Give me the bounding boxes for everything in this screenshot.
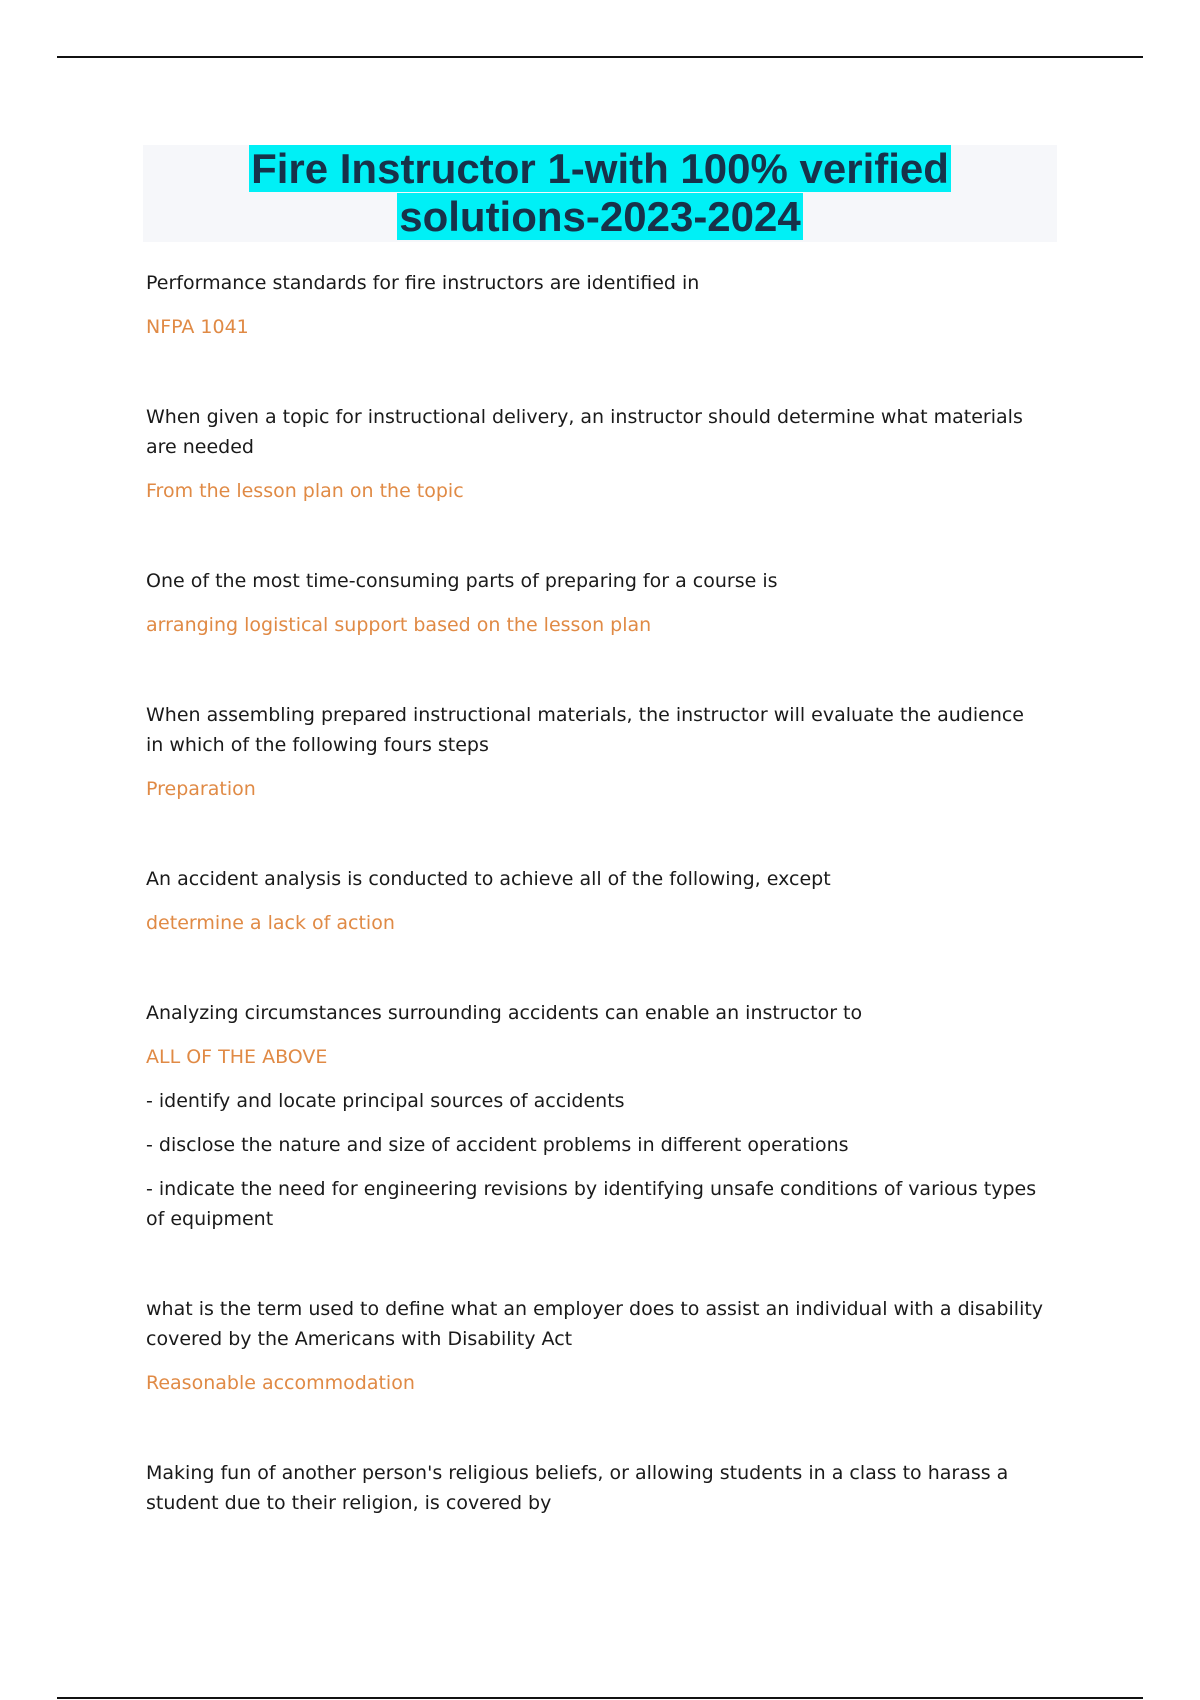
bottom-rule	[57, 1697, 1143, 1699]
qa-item-7	[146, 1294, 1046, 1398]
answer-text: Preparation	[146, 778, 256, 800]
title-line-2: solutions-2023-2024	[399, 193, 801, 240]
qa-item-8	[146, 1458, 1046, 1518]
question-text: An accident analysis is conducted to achieve all of the following, except	[146, 868, 831, 890]
question-text: Performance standards for fire instructors are identified in	[146, 272, 700, 294]
question-text: When given a topic for instructional delivery, an instructor should determine what materials are needed	[146, 406, 1023, 458]
answer-detail: - disclose the nature and size of accident problems in different operations	[146, 1134, 849, 1156]
question-text: Making fun of another person's religious beliefs, or allowing students in a class to harass a student due to their religion, is covered by	[146, 1462, 1009, 1514]
question-text: One of the most time-consuming parts of preparing for a course is	[146, 570, 778, 592]
answer-text: arranging logistical support based on the lesson plan	[146, 614, 652, 636]
qa-item-6	[146, 998, 1046, 1234]
question-text: When assembling prepared instructional materials, the instructor will evaluate the audience in which of the following fours steps	[146, 704, 1024, 756]
answer-text: From the lesson plan on the topic	[146, 480, 464, 502]
qa-item-1	[146, 268, 1046, 342]
answer-text: Reasonable accommodation	[146, 1372, 415, 1394]
qa-list	[146, 268, 1046, 1578]
title-band	[143, 145, 1057, 242]
qa-item-2	[146, 402, 1046, 506]
answer-text: ALL OF THE ABOVE	[146, 1046, 328, 1068]
qa-item-3	[146, 566, 1046, 640]
answer-detail: - indicate the need for engineering revisions by identifying unsafe conditions of various types of equipment	[146, 1178, 1037, 1230]
question-text: Analyzing circumstances surrounding accidents can enable an instructor to	[146, 1002, 863, 1024]
top-rule	[57, 56, 1143, 58]
question-text: what is the term used to define what an employer does to assist an individual with a disability covered by the Americans with Disability Act	[146, 1298, 1044, 1350]
title-line-1: Fire Instructor 1-with 100% verified	[251, 145, 949, 192]
answer-text: NFPA 1041	[146, 316, 249, 338]
answer-detail: - identify and locate principal sources of accidents	[146, 1090, 625, 1112]
document-title	[143, 145, 1057, 241]
answer-text: determine a lack of action	[146, 912, 395, 934]
qa-item-5	[146, 864, 1046, 938]
qa-item-4	[146, 700, 1046, 804]
